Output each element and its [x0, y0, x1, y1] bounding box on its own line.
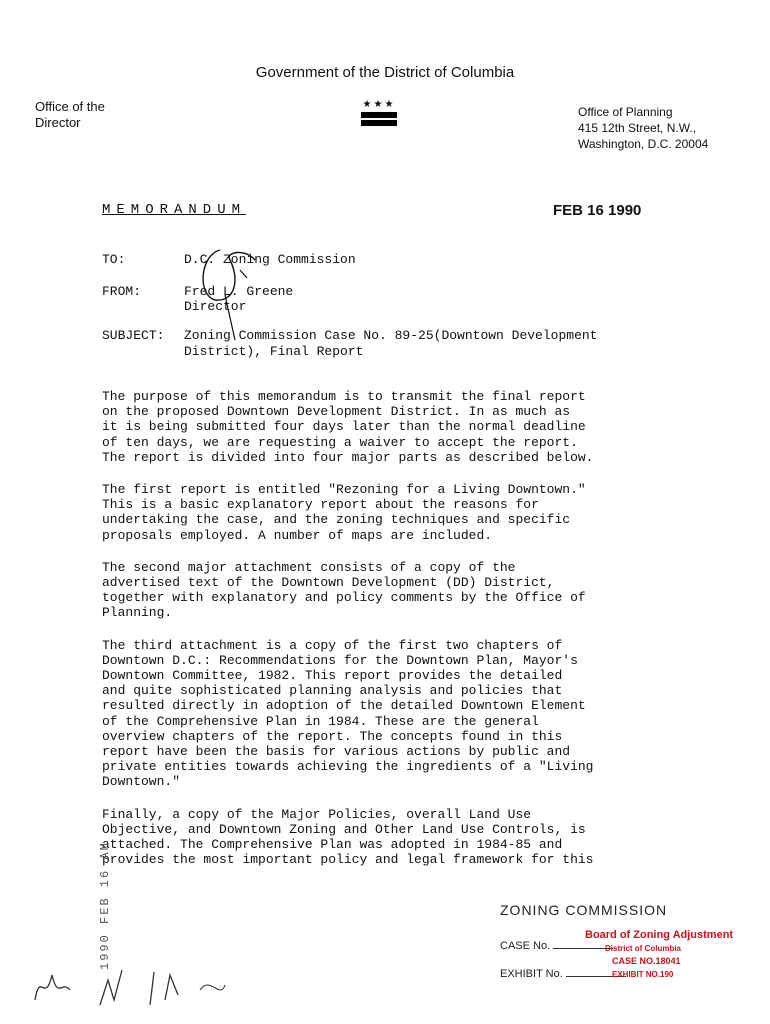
bza-stamp-exhibit: EXHIBIT NO.190 — [612, 970, 674, 979]
from-title: Director — [184, 299, 247, 314]
received-stamp — [98, 841, 208, 970]
seal-bar — [361, 112, 397, 118]
handwritten-scribble — [30, 960, 230, 1010]
seal-bar — [361, 120, 397, 126]
to-value: D.C. Zoning Commission — [184, 252, 356, 267]
to-label: TO: — [102, 252, 126, 267]
left-office-line: Office of the — [35, 99, 105, 114]
right-office-line: 415 12th Street, N.W., — [578, 121, 697, 135]
left-office-block — [35, 99, 155, 131]
exhibit-number-line — [500, 968, 626, 980]
body-paragraph: Finally, a copy of the Major Policies, overall Land Use Objective, and Downtown Zoning and Other Land Use Controls, is attached. The Comprehensive Plan was adopted in 1984-85 and provides the most important policy and legal framework for this — [102, 806, 594, 868]
right-office-line: Washington, D.C. 20004 — [578, 137, 709, 151]
memo-body — [102, 389, 702, 884]
dc-flag-seal — [361, 100, 397, 132]
right-office-line: Office of Planning — [578, 105, 673, 119]
memo-heading: MEMORANDUM — [102, 202, 247, 218]
subject-line: Zoning Commission Case No. 89-25(Downtown Development — [184, 328, 598, 343]
zoning-commission-stamp: ZONING COMMISSION — [500, 902, 668, 918]
from-label: FROM: — [102, 284, 142, 299]
stars-icon: ★★★ — [362, 99, 396, 110]
subject-line: District), Final Report — [184, 344, 364, 359]
subject-label: SUBJECT: — [102, 328, 165, 343]
bza-stamp-case: CASE NO.18041 — [612, 956, 681, 966]
case-label: CASE No. — [500, 940, 551, 952]
letterhead-title: Government of the District of Columbia — [255, 64, 515, 81]
body-paragraph: The second major attachment consists of a copy of the advertised text of the Downtown Development (DD) District, together with explanatory and policy comments by the Office of Planning. — [102, 559, 586, 621]
signature-mark — [185, 240, 265, 350]
body-paragraph: The purpose of this memorandum is to transmit the final report on the proposed Downtown Development District. In as much as it is being submitted four days later than the normal deadline of ten days, we are requesting a waiver to accept the report. The report is divided into four major parts as described below. — [102, 389, 594, 465]
bza-stamp-district: District of Columbia — [605, 944, 682, 953]
from-name: Fred L. Greene — [184, 284, 294, 299]
body-paragraph: The first report is entitled "Rezoning for a Living Downtown." This is a basic explanatory report about the reasons for undertaking the case, and the zoning techniques and specific proposals employed. A number of maps are included. — [102, 482, 586, 543]
case-number-line — [500, 940, 613, 952]
right-office-block — [578, 104, 758, 152]
exhibit-label: EXHIBIT No. — [500, 968, 563, 980]
memo-date: FEB 16 1990 — [553, 202, 642, 219]
received-stamp-text: 1990 FEB 16 AM — [98, 841, 112, 970]
left-office-line: Director — [35, 115, 81, 130]
body-paragraph: The third attachment is a copy of the first two chapters of Downtown D.C.: Recommendations for the Downtown Plan, Mayor's Downtown Committee, 1982. This report provides the detailed and quite sophisticated planning analysis and policies that resulted directly in adoption of the detailed Downtown Element of the Comprehensive Plan in 1984. These are the general overview chapters of the report. The concepts found in this report have been the basis for various actions by public and private entities towards achieving the ingredients of a "Living Downtown." — [102, 637, 594, 790]
bza-stamp-title: Board of Zoning Adjustment — [585, 929, 734, 941]
